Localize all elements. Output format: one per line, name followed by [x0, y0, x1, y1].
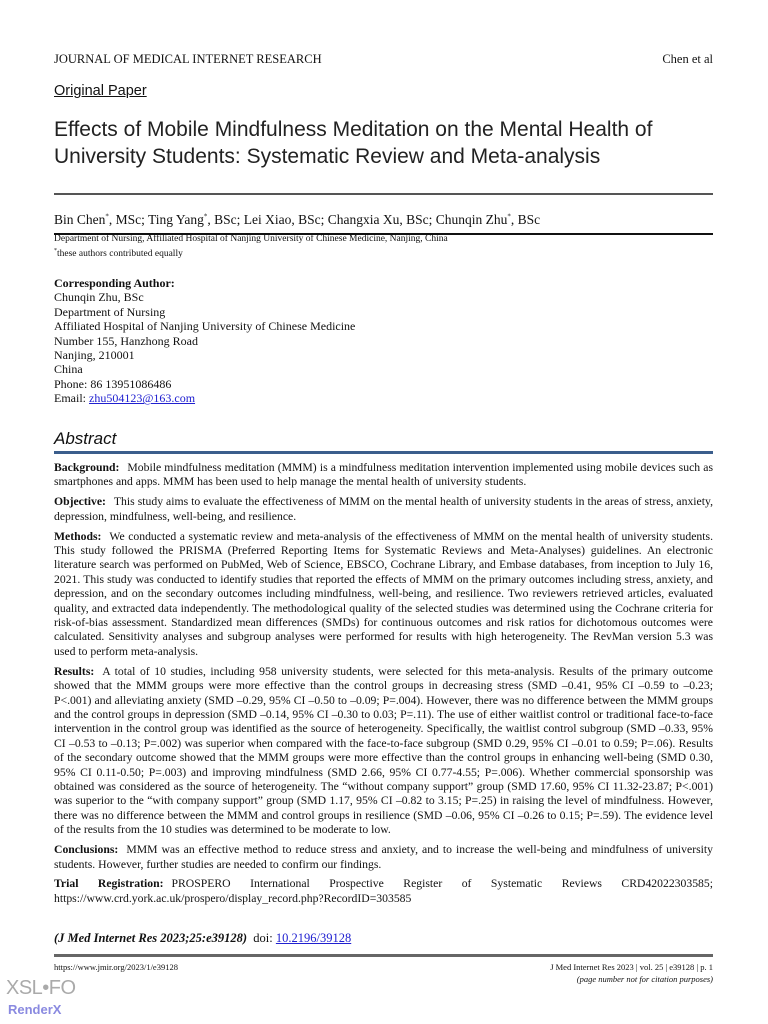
section-text: MMM was an effective method to reduce stress and anxiety, and to increase the well-being and mindfulness of university students. However, further studies are needed to confirm our findings.	[54, 843, 713, 871]
journal-info: J Med Internet Res 2023 | vol. 25 | e39128 | p. 1	[550, 962, 713, 972]
xslfo-logo: XSL•FO	[6, 977, 76, 999]
corr-line: Nanjing, 210001	[54, 348, 135, 363]
citation-text: (J Med Internet Res 2023;25:e39128)	[54, 931, 248, 945]
abstract-background	[54, 461, 713, 490]
section-text: Mobile mindfulness meditation (MMM) is a mindfulness meditation intervention implemented using mobile devices such as smartphones and apps. MMM has been used to help manage the mental health of university students.	[54, 461, 713, 489]
citation	[54, 931, 351, 946]
corr-line: China	[54, 362, 83, 377]
section-text: A total of 10 studies, including 958 university students, were selected for this meta-analysis. Results of the primary outcome showed that the MMM groups were more effective than the control groups in decreasing stress (SMD –0.41, 95% CI –0.59 to –0.23; P<.001) and alleviating anxiety (SMD –0.29, 95% CI –0.50 to –0.09; P=.004). However, there was no difference between the MMM groups and the control groups in depression (SMD –0.14, 95% CI –0.30 to 0.03; P=.11). The use of either waitlist control or traditional face-to-face intervention in the control group was identified as the source of heterogeneity. Specifically, the waitlist control subgroup (SMD –0.33, 95% CI –0.53 to –0.13; P=.002) was superior when compared with the face-to-face subgroup (SMD 0.29, 95% CI –0.01 to 0.59; P=.06). Results of the secondary outcome showed that the MMM groups were more effective than the control groups in enhancing well-being (SMD 0.30, 95% CI 0.11-0.50; P=.003) and improving mindfulness (SMD 2.66, 95% CI 0.77-4.55; P=.006). Whether commercial sponsorship was obtained was considered as the source of heterogeneity. The “without company support” group (SMD 17.60, 95% CI 11.32-23.87; P<.001) was superior to the “with company support” group (SMD 1.17, 95% CI –0.82 to 3.15; P=.25) in raising the level of mindfulness. However, there was no difference between the MMM and control groups in resilience (SMD –0.06, 95% CI –0.26 to 0.15; P=.59). The evidence level of the results from the 10 studies was determined to be moderate to low.	[54, 664, 713, 837]
corr-line: Department of Nursing	[54, 304, 166, 319]
author-mark: *	[203, 212, 208, 221]
note-text: these authors contributed equally	[57, 249, 183, 260]
abstract-trial-registration	[54, 877, 713, 906]
abstract-methods	[54, 530, 713, 660]
author-degree: , BSc;	[207, 212, 244, 227]
doi-link[interactable]: 10.2196/39128	[275, 931, 352, 945]
journal-name: JOURNAL OF MEDICAL INTERNET RESEARCH	[54, 52, 322, 66]
author-list	[54, 212, 540, 228]
corr-line: Chunqin Zhu, BSc	[54, 290, 144, 305]
abstract-objective	[54, 495, 713, 524]
author-mark: *	[507, 212, 511, 221]
corresponding-label: Corresponding Author:	[54, 276, 175, 290]
abstract-rule	[54, 451, 713, 454]
section-label: Conclusions:	[54, 843, 119, 857]
section-text: This study aims to evaluate the effectiveness of MMM on the mental health of university students in the areas of stress, anxiety, depression, mindfulness, well-being, and resilience.	[54, 495, 713, 523]
author: Chunqin Zhu	[435, 212, 508, 227]
corr-line: Number 155, Hanzhong Road	[54, 333, 198, 348]
note-mark: *	[54, 248, 57, 254]
section-label: Results:	[54, 664, 95, 678]
section-text: We conducted a systematic review and meta-analysis of the effectiveness of MMM on the mental health of university students. This study followed the PRISMA (Preferred Reporting Items for Systematic Reviews and Meta-Analyses) guidelines. An electronic literature search was performed on PubMed, Web of Science, EBSCO, Cochrane Library, and Embase databases, from inception to July 16, 2021. This study was conducted to identify studies that reported the effects of MMM on the primary outcomes including stress, anxiety, and depression, and on the secondary outcomes including mindfulness, well-being, and resilience. Two reviewers retrieved articles, evaluated quality, and extracted data independently. The methodological quality of the selected studies was determined using the Cochrane criteria for risk-of-bias assessment. Standardized mean differences (SMDs) for continuous outcomes and risk ratios for dichotomous outcomes were calculated. Sensitivity analyses and subgroup analyses were performed for results with high heterogeneity. The RevMan version 5.3 was used to perform meta-analysis.	[54, 529, 713, 658]
renderx-logo: RenderX	[8, 1002, 62, 1017]
divider	[54, 193, 713, 195]
email-label: Email:	[54, 391, 89, 406]
section-label: Background:	[54, 461, 120, 474]
author: Ting Yang	[148, 212, 204, 227]
author-degree: , MSc;	[108, 212, 149, 227]
section-label: Methods:	[54, 529, 102, 543]
footer-rule	[54, 954, 713, 957]
page-note: (page number not for citation purposes)	[576, 974, 713, 984]
article-type: Original Paper	[54, 83, 147, 99]
abstract-body	[54, 461, 713, 912]
section-label: Trial Registration:	[54, 877, 164, 891]
section-label: Objective:	[54, 495, 106, 509]
author: Bin Chen	[54, 212, 106, 227]
email-link[interactable]: zhu504123@163.com	[89, 391, 196, 406]
corresponding-author	[54, 276, 355, 406]
section-text: PROSPERO International Prospective Register of Systematic Reviews CRD42022303585; https://www.crd.york.ac.uk/prospero/display_record.php?RecordID=303585	[54, 877, 713, 905]
author-mark: *	[105, 212, 109, 221]
corr-line: Affiliated Hospital of Nanjing University of Chinese Medicine	[54, 319, 356, 334]
footer-journal-info	[550, 962, 713, 984]
author: Lei Xiao, BSc; Changxia Xu, BSc;	[243, 212, 436, 227]
footer-url: https://www.jmir.org/2023/1/e39128	[54, 962, 178, 972]
paper-title: Effects of Mobile Mindfulness Meditation on the Mental Health of University Students: Systematic Review and Meta-analysis	[54, 118, 653, 168]
abstract-conclusions	[54, 843, 713, 872]
affiliation: Department of Nursing, Affiliated Hospital of Nanjing University of Chinese Medicine, Nanjing, China	[54, 234, 448, 244]
running-authors: Chen et al	[662, 52, 713, 66]
author-degree: , BSc	[510, 212, 541, 227]
abstract-heading: Abstract	[54, 429, 117, 448]
abstract-results	[54, 665, 713, 838]
doi-label: doi:	[253, 931, 273, 945]
corr-line: Phone: 86 13951086486	[54, 376, 172, 391]
equal-contribution-note	[54, 248, 183, 259]
